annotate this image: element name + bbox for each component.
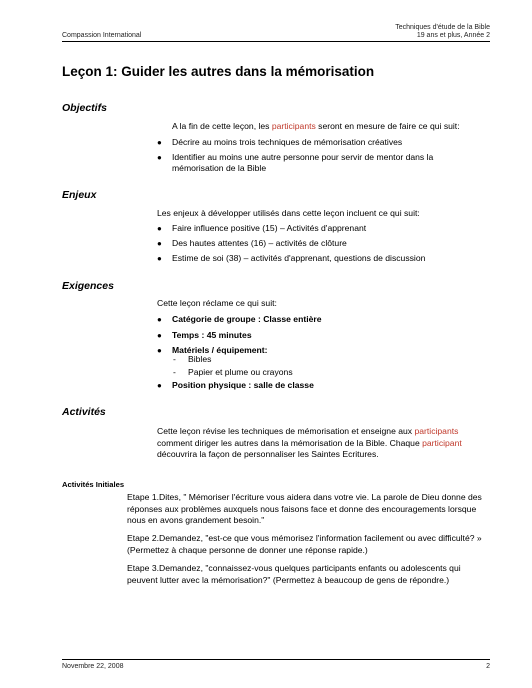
bullet-icon: ● [157, 239, 162, 249]
exigences-sub-item: - Papier et plume ou crayons [173, 367, 293, 377]
section-activites-heading: Activités [62, 406, 106, 418]
etape-2: Etape 2.Demandez, "est-ce que vous mémorisez l'information facilement ou avec difficulté? » (Permettez à chaque personne de donner une réponse rapide.) [127, 533, 482, 555]
dash-icon: - [173, 354, 176, 364]
footer-rule [62, 659, 490, 660]
header-rule [62, 41, 490, 42]
list-item: ● Matériels / équipement: [157, 345, 268, 356]
section-exigences-heading: Exigences [62, 280, 114, 292]
exigences-intro: Cette leçon réclame ce qui suit: [157, 298, 277, 308]
enjeux-list [157, 223, 482, 265]
activites-paragraph: Cette leçon révise les techniques de mémorisation et enseigne aux participants comment diriger les autres dans la mémorisation de la Bible. Chaque participant découvrira la façon de personnaliser les Saintes Ecritures. [157, 426, 462, 460]
list-item: ● Catégorie de groupe : Classe entière [157, 314, 322, 324]
list-item: ● Décrire au moins trois techniques de mémorisation créatives [157, 137, 403, 147]
header-audience: 19 ans et plus, Année 2 [416, 32, 490, 39]
exigences-list [157, 314, 482, 357]
header-org: Compassion International [62, 32, 142, 39]
exigences-sub-item: - Bibles [173, 354, 212, 364]
section-objectifs-heading: Objectifs [62, 102, 107, 114]
bullet-icon: ● [157, 152, 162, 162]
lesson-title: Leçon 1: Guider les autres dans la mémorisation [62, 64, 375, 79]
objectifs-list [157, 137, 482, 175]
footer-page-number: 2 [486, 663, 490, 670]
bullet-icon: ● [157, 346, 162, 356]
enjeux-intro: Les enjeux à développer utilisés dans cette leçon incluent ce qui suit: [157, 208, 420, 218]
list-item: ● Identifier au moins une autre personne pour servir de mentor dans la mémorisation de la Bible [157, 151, 434, 174]
etape-3: Etape 3.Demandez, "connaissez-vous quelques participants enfants ou adolescents qui peuvent lutter avec la mémorisation?" (Permettez à beaucoup de gens de répondre.) [127, 563, 461, 585]
list-item: ● Position physique : salle de classe [157, 380, 314, 390]
bullet-icon: ● [157, 330, 162, 340]
section-initiales-heading: Activités Initiales [62, 480, 125, 489]
exigences-list-position [157, 380, 482, 392]
bullet-icon: ● [157, 138, 162, 147]
section-enjeux-heading: Enjeux [62, 189, 97, 201]
etape-1: Etape 1.Dites, " Mémoriser l'écriture vous aidera dans votre vie. La parole de Dieu donne des réponses aux problèmes auxquels nous faisons face et donne des encouragements lorsque nous en avons grandement besoin." [127, 492, 482, 526]
header-doc-title: Techniques d'étude de la Bible [395, 24, 490, 31]
list-item: ● Estime de soi (38) – activités d'apprenant, questions de discussion [157, 253, 426, 264]
bullet-icon: ● [157, 224, 162, 233]
dash-icon: - [173, 367, 176, 377]
bullet-icon: ● [157, 254, 162, 264]
list-item: ● Faire influence positive (15) – Activités d'apprenant [157, 223, 367, 233]
list-item: ● Temps : 45 minutes [157, 329, 252, 340]
bullet-icon: ● [157, 315, 162, 324]
footer-date: Novembre 22, 2008 [62, 663, 124, 670]
bullet-icon: ● [157, 381, 162, 390]
list-item: ● Des hautes attentes (16) – activités de clôture [157, 238, 347, 249]
objectifs-intro: A la fin de cette leçon, les participants seront en mesure de faire ce qui suit: [172, 121, 460, 131]
